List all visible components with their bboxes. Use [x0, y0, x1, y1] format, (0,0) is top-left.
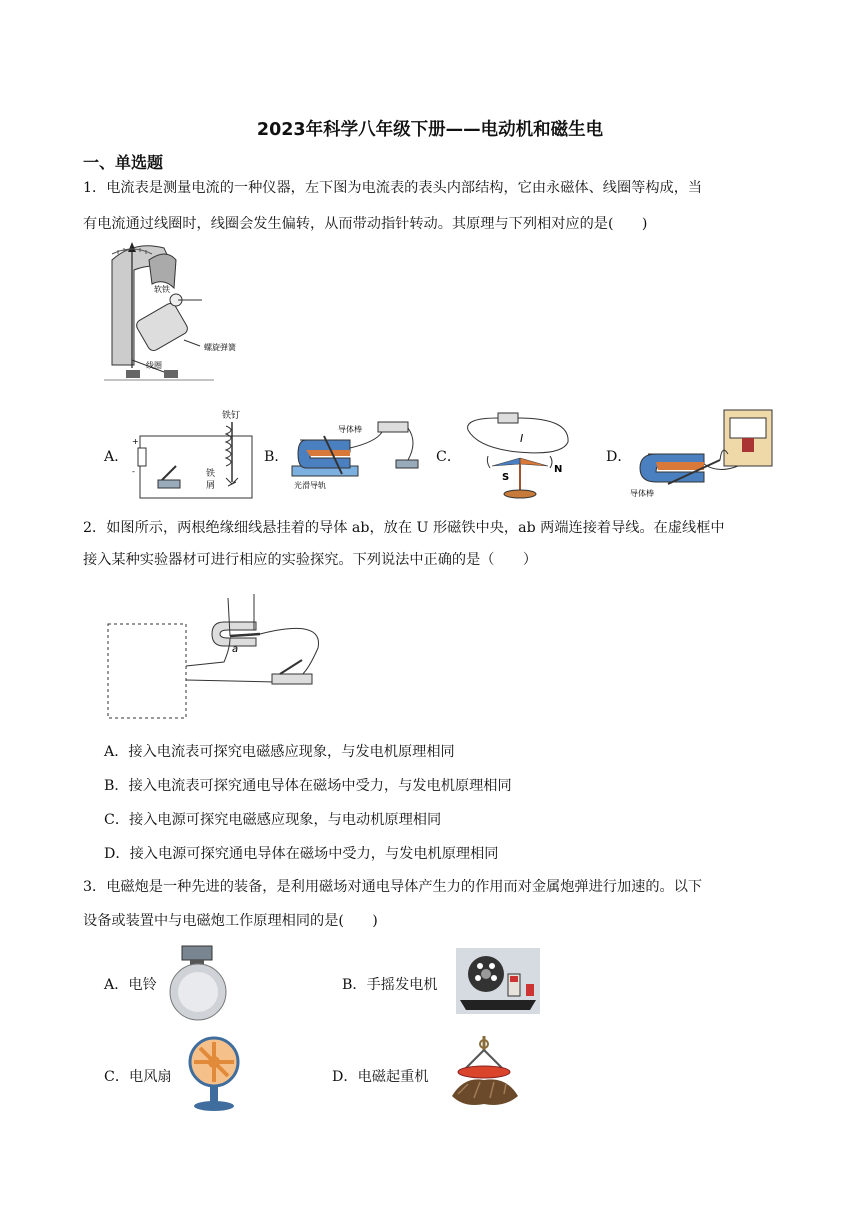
q1-a-nail-label: 铁钉	[222, 411, 241, 421]
q1-stem-line2: 有电流通过线圈时，线圈会发生偏转，从而带动指针转动。其原理与下列相对应的是( )	[83, 216, 648, 232]
q1-a-plus: +	[132, 437, 139, 446]
q1-fig-coil-label: 线圈	[146, 361, 162, 370]
q2-option-c[interactable]: C．接入电源可探究电磁感应现象，与电动机原理相同	[104, 812, 442, 828]
q2-option-a[interactable]: A．接入电流表可探究电磁感应现象，与发电机原理相同	[104, 744, 455, 760]
q2-option-d[interactable]: D．接入电源可探究通电导体在磁场中受力，与发电机原理相同	[104, 846, 499, 862]
q3-option-a[interactable]: A．电铃	[104, 977, 157, 993]
q1-c-n-label: N	[554, 464, 563, 475]
q2-stem-line2: 接入某种实验器材可进行相应的实验探究。下列说法中正确的是（ ）	[83, 552, 538, 568]
q1-option-a-figure	[124, 408, 259, 503]
q1-a-filings-label-1: 铁	[206, 469, 216, 479]
q1-a-filings-label-2: 屑	[206, 481, 216, 491]
q2-fig-a-label: a	[232, 644, 239, 655]
q1-option-d-label[interactable]: D．	[606, 449, 632, 465]
q1-c-s-label: S	[502, 472, 510, 483]
q1-option-c-figure	[458, 408, 578, 503]
q1-fig-spring-label: 螺旋弹簧	[204, 343, 236, 352]
page-title: 2023年科学八年级下册——电动机和磁生电	[256, 120, 604, 140]
section-heading: 一、单选题	[83, 153, 164, 172]
electric-fan-image	[184, 1036, 244, 1112]
q1-a-minus: -	[132, 467, 135, 476]
q1-stem-line1: 1．电流表是测量电流的一种仪器，左下图为电流表的表头内部结构，它由永磁体、线圈等构成，当	[83, 180, 703, 196]
q1-c-current-label: I	[520, 432, 524, 445]
electromagnetic-crane-image	[444, 1036, 524, 1112]
q3-stem-line2: 设备或装置中与电磁炮工作原理相同的是( )	[83, 913, 378, 929]
q2-option-b[interactable]: B．接入电流表可探究通电导体在磁场中受力，与发电机原理相同	[104, 778, 512, 794]
q3-option-b[interactable]: B．手摇发电机	[342, 977, 438, 993]
q2-figure	[104, 588, 330, 724]
q3-option-d[interactable]: D．电磁起重机	[332, 1069, 429, 1085]
q1-d-rod-label: 导体棒	[630, 489, 654, 498]
q1-option-a-label[interactable]: A．	[104, 449, 129, 465]
q1-option-b-figure	[286, 412, 426, 492]
q1-option-d-figure	[628, 404, 778, 499]
electric-bell-image	[164, 944, 232, 1024]
q1-b-rail-label: 光滑导轨	[294, 481, 326, 490]
q1-fig-soft-iron-label: 软铁	[154, 285, 170, 294]
q3-stem-line1: 3．电磁炮是一种先进的装备，是利用磁场对通电导体产生力的作用而对金属炮弹进行加速的。以下	[83, 879, 703, 895]
hand-generator-image	[456, 948, 540, 1014]
q1-option-c-label[interactable]: C．	[436, 449, 462, 465]
q1-b-rod-label: 导体棒	[338, 425, 362, 434]
q3-option-c[interactable]: C．电风扇	[104, 1069, 172, 1085]
q2-stem-line1: 2．如图所示，两根绝缘细线悬挂着的导体 ab，放在 U 形磁铁中央，ab 两端连接着导线。在虚线框中	[83, 520, 725, 536]
q1-option-b-label[interactable]: B．	[264, 449, 289, 465]
q1-ammeter-figure	[104, 240, 254, 385]
